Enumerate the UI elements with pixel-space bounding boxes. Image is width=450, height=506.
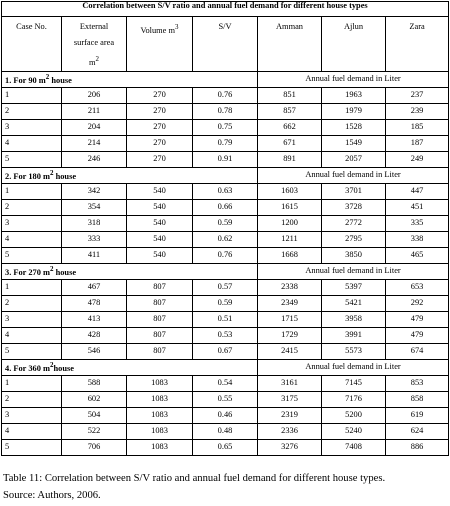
amman-cell: 1200 xyxy=(258,215,322,231)
case-no-cell: 5 xyxy=(2,151,62,167)
sv-ratio-cell: 0.55 xyxy=(193,391,258,407)
zara-cell: 886 xyxy=(386,439,449,455)
surface-area-cell: 706 xyxy=(62,439,127,455)
zara-cell: 674 xyxy=(386,343,449,359)
ajlun-cell: 3850 xyxy=(322,247,386,263)
ajlun-cell: 3701 xyxy=(322,183,386,199)
amman-cell: 1668 xyxy=(258,247,322,263)
case-no-cell: 2 xyxy=(2,103,62,119)
case-no-cell: 3 xyxy=(2,407,62,423)
amman-cell: 662 xyxy=(258,119,322,135)
sv-ratio-cell: 0.48 xyxy=(193,423,258,439)
surface-area-cell: 522 xyxy=(62,423,127,439)
sv-ratio-cell: 0.76 xyxy=(193,247,258,263)
volume-cell: 807 xyxy=(127,295,193,311)
table-caption xyxy=(3,470,385,504)
zara-cell: 335 xyxy=(386,215,449,231)
table-row xyxy=(2,279,449,295)
fuel-demand-table xyxy=(1,1,449,456)
sv-ratio-cell: 0.59 xyxy=(193,215,258,231)
case-no-cell: 2 xyxy=(2,391,62,407)
amman-cell: 2336 xyxy=(258,423,322,439)
ajlun-cell: 5397 xyxy=(322,279,386,295)
zara-cell: 624 xyxy=(386,423,449,439)
annual-fuel-demand-label: Annual fuel demand in Liter xyxy=(258,167,449,183)
table-row xyxy=(2,439,449,455)
zara-cell: 187 xyxy=(386,135,449,151)
table-row xyxy=(2,231,449,247)
zara-cell: 619 xyxy=(386,407,449,423)
surface-area-cell: 342 xyxy=(62,183,127,199)
table-row xyxy=(2,215,449,231)
ajlun-cell: 7176 xyxy=(322,391,386,407)
amman-cell: 2319 xyxy=(258,407,322,423)
section-label: 4. For 360 $m^2house$ xyxy=(2,359,258,375)
ajlun-cell: 5573 xyxy=(322,343,386,359)
section-header-row xyxy=(2,359,449,375)
zara-cell: 292 xyxy=(386,295,449,311)
surface-area-cell: 602 xyxy=(62,391,127,407)
ajlun-cell: 3728 xyxy=(322,199,386,215)
header-sv-ratio: S/V xyxy=(193,17,258,72)
header-external-surface-area: External surface area $m^2$ xyxy=(62,17,127,72)
ajlun-cell: 5200 xyxy=(322,407,386,423)
section-label: 3. For 270 $m^2$ house xyxy=(2,263,258,279)
volume-cell: 540 xyxy=(127,183,193,199)
table-row xyxy=(2,295,449,311)
amman-cell: 851 xyxy=(258,87,322,103)
surface-area-cell: 411 xyxy=(62,247,127,263)
table-row xyxy=(2,391,449,407)
annual-fuel-demand-label: Annual fuel demand in Liter xyxy=(258,263,449,279)
sv-ratio-cell: 0.51 xyxy=(193,311,258,327)
sv-ratio-cell: 0.63 xyxy=(193,183,258,199)
annual-fuel-demand-label: Annual fuel demand in Liter xyxy=(258,359,449,375)
volume-cell: 1083 xyxy=(127,407,193,423)
case-no-cell: 5 xyxy=(2,247,62,263)
case-no-cell: 3 xyxy=(2,311,62,327)
section-label: 2. For 180 $m^2$ house xyxy=(2,167,258,183)
ajlun-cell: 2057 xyxy=(322,151,386,167)
surface-area-cell: 214 xyxy=(62,135,127,151)
zara-cell: 479 xyxy=(386,327,449,343)
amman-cell: 2415 xyxy=(258,343,322,359)
case-no-cell: 4 xyxy=(2,231,62,247)
sv-ratio-cell: 0.53 xyxy=(193,327,258,343)
case-no-cell: 1 xyxy=(2,87,62,103)
zara-cell: 465 xyxy=(386,247,449,263)
case-no-cell: 1 xyxy=(2,279,62,295)
sv-ratio-cell: 0.59 xyxy=(193,295,258,311)
zara-cell: 249 xyxy=(386,151,449,167)
table-body xyxy=(2,2,449,456)
amman-cell: 3175 xyxy=(258,391,322,407)
volume-cell: 540 xyxy=(127,215,193,231)
header-volume: Volume $m^3$ xyxy=(127,17,193,72)
amman-cell: 1603 xyxy=(258,183,322,199)
header-zara: Zara xyxy=(386,17,449,72)
zara-cell: 237 xyxy=(386,87,449,103)
table-row xyxy=(2,183,449,199)
zara-cell: 853 xyxy=(386,375,449,391)
table-row xyxy=(2,119,449,135)
case-no-cell: 5 xyxy=(2,343,62,359)
sv-ratio-cell: 0.75 xyxy=(193,119,258,135)
amman-cell: 1211 xyxy=(258,231,322,247)
header-ajlun: Ajlun xyxy=(322,17,386,72)
sv-ratio-cell: 0.65 xyxy=(193,439,258,455)
amman-cell: 2338 xyxy=(258,279,322,295)
ajlun-cell: 1963 xyxy=(322,87,386,103)
volume-cell: 540 xyxy=(127,247,193,263)
surface-area-cell: 478 xyxy=(62,295,127,311)
case-no-cell: 4 xyxy=(2,135,62,151)
table-row xyxy=(2,199,449,215)
ajlun-cell: 3958 xyxy=(322,311,386,327)
amman-cell: 857 xyxy=(258,103,322,119)
table-row xyxy=(2,311,449,327)
amman-cell: 3276 xyxy=(258,439,322,455)
surface-area-cell: 333 xyxy=(62,231,127,247)
surface-area-cell: 467 xyxy=(62,279,127,295)
sv-ratio-cell: 0.66 xyxy=(193,199,258,215)
zara-cell: 338 xyxy=(386,231,449,247)
sv-ratio-cell: 0.62 xyxy=(193,231,258,247)
table-row xyxy=(2,151,449,167)
table-row xyxy=(2,103,449,119)
amman-cell: 1615 xyxy=(258,199,322,215)
amman-cell: 891 xyxy=(258,151,322,167)
sv-ratio-cell: 0.91 xyxy=(193,151,258,167)
zara-cell: 479 xyxy=(386,311,449,327)
volume-cell: 1083 xyxy=(127,375,193,391)
zara-cell: 185 xyxy=(386,119,449,135)
sv-ratio-cell: 0.78 xyxy=(193,103,258,119)
amman-cell: 1729 xyxy=(258,327,322,343)
header-case-no: Case No. xyxy=(2,17,62,72)
caption-source: Source: Authors, 2006. xyxy=(3,490,101,501)
sv-ratio-cell: 0.79 xyxy=(193,135,258,151)
annual-fuel-demand-label: Annual fuel demand in Liter xyxy=(258,71,449,87)
volume-cell: 270 xyxy=(127,87,193,103)
case-no-cell: 3 xyxy=(2,119,62,135)
amman-cell: 2349 xyxy=(258,295,322,311)
table-row xyxy=(2,135,449,151)
surface-area-cell: 354 xyxy=(62,199,127,215)
zara-cell: 653 xyxy=(386,279,449,295)
volume-cell: 270 xyxy=(127,119,193,135)
sv-ratio-cell: 0.54 xyxy=(193,375,258,391)
section-header-row xyxy=(2,263,449,279)
zara-cell: 447 xyxy=(386,183,449,199)
surface-area-cell: 318 xyxy=(62,215,127,231)
volume-cell: 807 xyxy=(127,279,193,295)
table-row xyxy=(2,87,449,103)
amman-cell: 1715 xyxy=(258,311,322,327)
volume-cell: 540 xyxy=(127,231,193,247)
amman-cell: 671 xyxy=(258,135,322,151)
ajlun-cell: 1528 xyxy=(322,119,386,135)
table-header-row xyxy=(2,17,449,72)
case-no-cell: 2 xyxy=(2,295,62,311)
ajlun-cell: 2772 xyxy=(322,215,386,231)
zara-cell: 451 xyxy=(386,199,449,215)
zara-cell: 239 xyxy=(386,103,449,119)
ajlun-cell: 5240 xyxy=(322,423,386,439)
ajlun-cell: 1549 xyxy=(322,135,386,151)
volume-cell: 270 xyxy=(127,103,193,119)
volume-cell: 270 xyxy=(127,135,193,151)
surface-area-cell: 504 xyxy=(62,407,127,423)
table-title-row xyxy=(2,2,449,17)
case-no-cell: 5 xyxy=(2,439,62,455)
volume-cell: 807 xyxy=(127,327,193,343)
volume-cell: 807 xyxy=(127,311,193,327)
table-row xyxy=(2,375,449,391)
case-no-cell: 4 xyxy=(2,423,62,439)
surface-area-cell: 588 xyxy=(62,375,127,391)
surface-area-cell: 206 xyxy=(62,87,127,103)
amman-cell: 3161 xyxy=(258,375,322,391)
ajlun-cell: 3991 xyxy=(322,327,386,343)
surface-area-cell: 211 xyxy=(62,103,127,119)
zara-cell: 858 xyxy=(386,391,449,407)
volume-cell: 270 xyxy=(127,151,193,167)
volume-cell: 1083 xyxy=(127,391,193,407)
section-header-row xyxy=(2,167,449,183)
ajlun-cell: 1979 xyxy=(322,103,386,119)
table-row xyxy=(2,247,449,263)
caption-title: Table 11: Correlation between S/V ratio and annual fuel demand for different house types. xyxy=(3,473,386,484)
surface-area-cell: 246 xyxy=(62,151,127,167)
table-row xyxy=(2,407,449,423)
volume-cell: 1083 xyxy=(127,423,193,439)
case-no-cell: 2 xyxy=(2,199,62,215)
surface-area-cell: 204 xyxy=(62,119,127,135)
case-no-cell: 4 xyxy=(2,327,62,343)
table-row xyxy=(2,423,449,439)
volume-cell: 540 xyxy=(127,199,193,215)
ajlun-cell: 7408 xyxy=(322,439,386,455)
surface-area-cell: 546 xyxy=(62,343,127,359)
ajlun-cell: 7145 xyxy=(322,375,386,391)
section-header-row xyxy=(2,71,449,87)
sv-ratio-cell: 0.76 xyxy=(193,87,258,103)
case-no-cell: 1 xyxy=(2,375,62,391)
sv-ratio-cell: 0.57 xyxy=(193,279,258,295)
surface-area-cell: 428 xyxy=(62,327,127,343)
volume-cell: 1083 xyxy=(127,439,193,455)
header-amman: Amman xyxy=(258,17,322,72)
table-row xyxy=(2,343,449,359)
ajlun-cell: 5421 xyxy=(322,295,386,311)
section-label: 1. For 90 $m^2$ house xyxy=(2,71,258,87)
ajlun-cell: 2795 xyxy=(322,231,386,247)
sv-ratio-cell: 0.67 xyxy=(193,343,258,359)
table-row xyxy=(2,327,449,343)
surface-area-cell: 413 xyxy=(62,311,127,327)
case-no-cell: 3 xyxy=(2,215,62,231)
table-title: Correlation between S/V ratio and annual fuel demand for different house types xyxy=(2,2,449,17)
volume-cell: 807 xyxy=(127,343,193,359)
case-no-cell: 1 xyxy=(2,183,62,199)
sv-ratio-cell: 0.46 xyxy=(193,407,258,423)
